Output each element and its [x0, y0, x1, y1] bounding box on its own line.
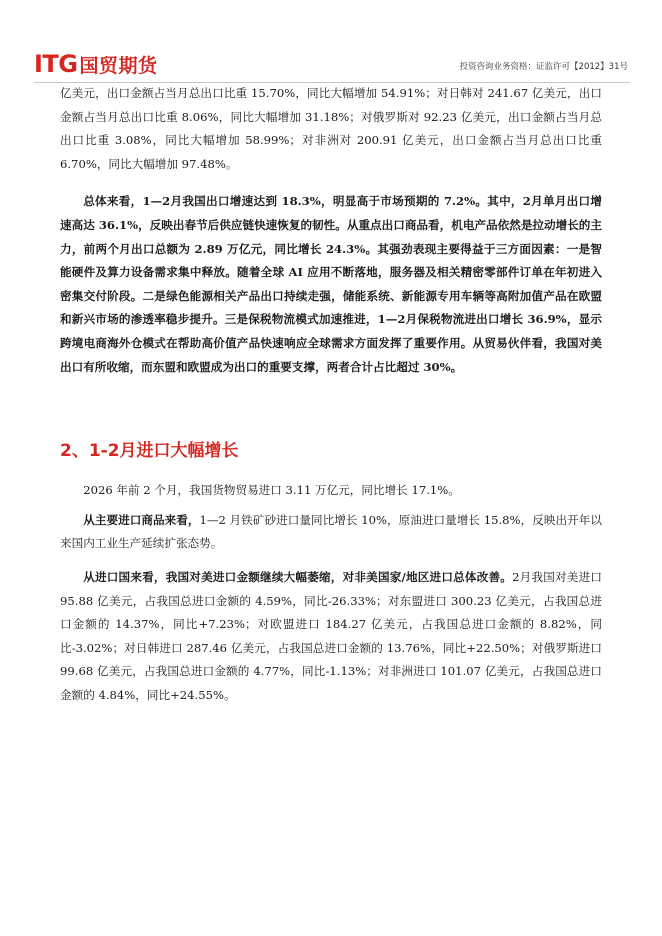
- import-commodities-paragraph: [60, 509, 602, 556]
- logo-itg-text: ITG: [34, 50, 78, 78]
- import-commodities-text: 1—2 月铁矿砂进口量同比增长 10%，原油进口量增长 15.8%，反映出开年以来国内工业生产延续扩张态势。: [60, 512, 602, 551]
- import-partners-lead: 从进口国来看，我国对美进口金额继续大幅萎缩，对非美国家/地区进口总体改善。: [83, 569, 513, 584]
- import-total-paragraph: 2026 年前 2 个月，我国货物贸易进口 3.11 万亿元，同比增长 17.1%。: [83, 483, 460, 498]
- document-body: [60, 82, 602, 707]
- itg-logo: [34, 50, 158, 78]
- export-summary-paragraph: 总体来看，1—2月我国出口增速达到 18.3%，明显高于市场预期的 7.2%。其中，2月单月出口增速高达 36.1%，反映出春节后供应链快速恢复的韧性。从重点出口商品看，机电产品依然是拉动增长的主力，前两个月出口总额为 2.89 万亿元，同比增长 24.3%。其强劲表现主要得益于三方面因素：一是智能硬件及算力设备需求集中释放。随着全球 AI 应用不断落地，服务器及相关精密零部件订单在年初进入密集交付阶段。二是绿色能源相关产品出口持续走强，储能系统、新能源专用车辆等高附加值产品在欧盟和新兴市场的渗透率稳步提升。三是保税物流模式加速推进，1—2月保税物流进出口增长 36.9%，显示跨境电商海外仓模式在帮助高价值产品快速响应全球需求方面发挥了重要作用。从贸易伙伴看，我国对美出口有所收缩，而东盟和欧盟成为出口的重要支撑，两者合计占比超过 30%。: [60, 194, 602, 374]
- license-info: 投资咨询业务资格：证监许可【2012】31号: [459, 62, 628, 72]
- page-header: [34, 46, 630, 82]
- export-partners-paragraph: 亿美元，出口金额占当月总出口比重 15.70%，同比大幅增加 54.91%；对日韩对 241.67 亿美元，出口金额占当月总出口比重 8.06%，同比大幅增加 31.18%；对俄罗斯对 92.23 亿美元，出口金额占当月总出口比重 3.08%，同比大幅增加 58.99%；对非洲对 200.91 亿美元，出口金额占当月总出口比重 6.70%，同比大幅增加 97.48%。: [60, 86, 602, 171]
- import-partners-paragraph: [60, 566, 602, 708]
- logo-company-name: 国贸期货: [79, 55, 158, 77]
- import-commodities-lead: 从主要进口商品来看，: [83, 512, 200, 527]
- import-partners-text: 2月我国对美进口 95.88 亿美元，占我国总进口金额的 4.59%，同比-26.33%；对东盟进口 300.23 亿美元，占我国总进口金额的 14.37%，同比+7.23%；对欧盟进口 184.27 亿美元，占我国总进口金额的 8.82%，同比-3.02%；对日韩进口 287.46 亿美元，占我国总进口金额的 13.76%，同比+22.50%；对俄罗斯进口 99.68 亿美元，占我国总进口金额的 4.77%，同比-1.13%；对非洲进口 101.07 亿美元，占我国总进口金额的 4.84%，同比+24.55%。: [60, 569, 602, 702]
- section-heading-imports: 2、1-2月进口大幅增长: [60, 441, 239, 462]
